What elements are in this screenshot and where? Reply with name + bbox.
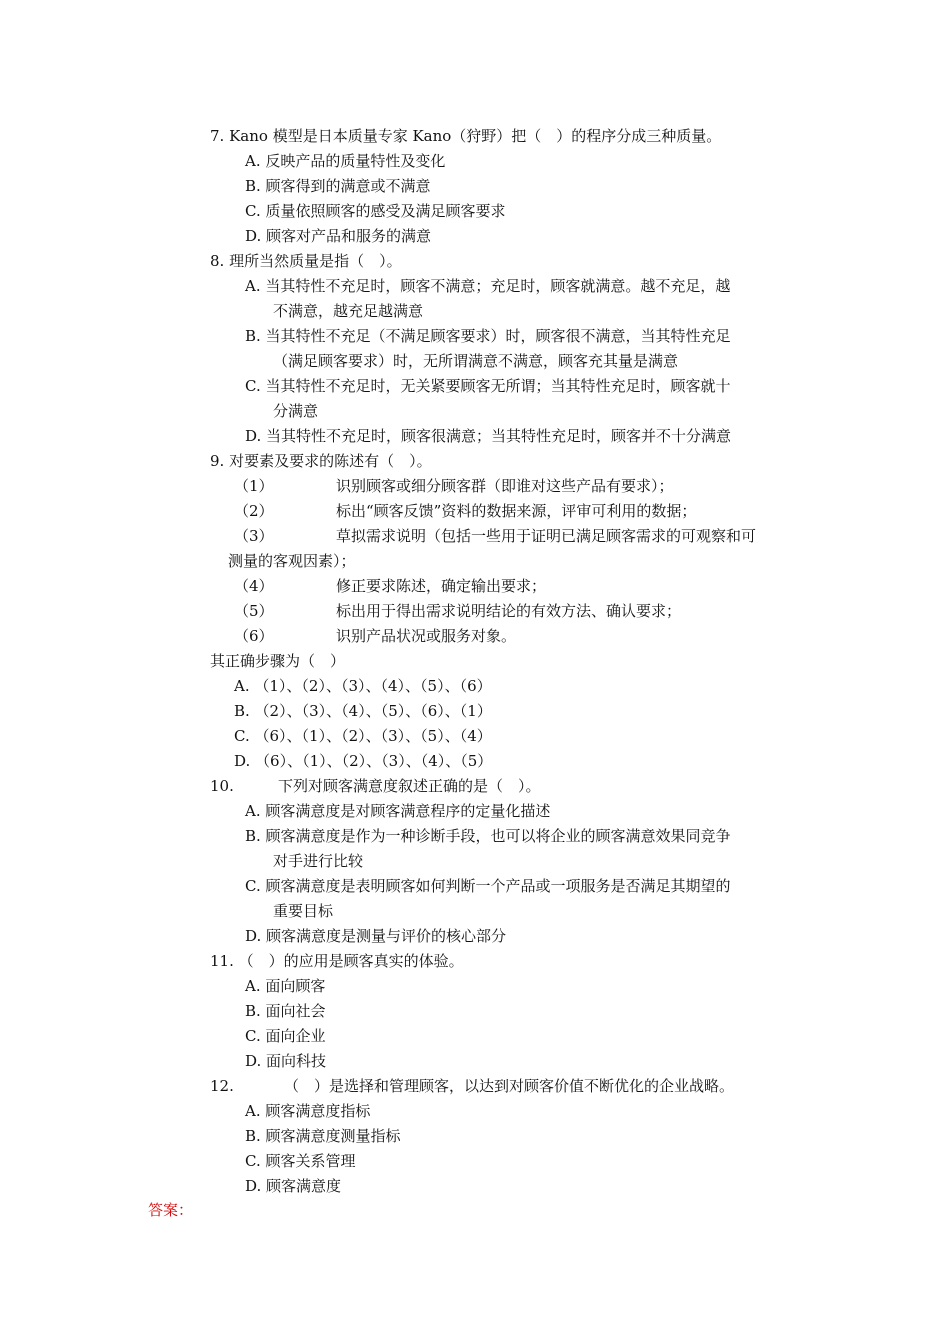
question-9-item-3-number: （3） xyxy=(234,527,274,545)
question-7-option-c: C. 质量依照顾客的感受及满足顾客要求 xyxy=(245,202,506,220)
question-9-item-4-number: （4） xyxy=(234,577,274,595)
question-8-option-a-cont: 不满意，越充足越满意 xyxy=(273,302,424,320)
question-7-option-a: A. 反映产品的质量特性及变化 xyxy=(245,152,446,170)
question-11-option-a: A. 面向顾客 xyxy=(245,977,326,995)
question-12-number: 12. xyxy=(210,1077,234,1095)
question-12-stem: （ ）是选择和管理顾客，以达到对顾客价值不断优化的企业战略。 xyxy=(284,1077,735,1095)
question-9-option-c: C. （6）、（1）、（2）、（3）、（5）、（4） xyxy=(234,727,492,745)
question-8-option-b: B. 当其特性不充足（不满足顾客要求）时，顾客很不满意，当其特性充足 xyxy=(245,327,731,345)
question-9-item-5-text: 标出用于得出需求说明结论的有效方法、确认要求； xyxy=(336,602,682,620)
question-11-stem: 11. （ ）的应用是顾客真实的体验。 xyxy=(210,952,464,970)
question-9-item-2-text: 标出“顾客反馈”资料的数据来源，评审可利用的数据； xyxy=(336,502,697,520)
question-8-option-c-cont: 分满意 xyxy=(273,402,319,420)
question-9-item-3-text: 草拟需求说明（包括一些用于证明已满足顾客需求的可观察和可 xyxy=(336,527,757,545)
question-9-option-b: B. （2）、（3）、（4）、（5）、（6）、（1） xyxy=(234,702,492,720)
question-11-option-b: B. 面向社会 xyxy=(245,1002,326,1020)
question-9-item-1-text: 识别顾客或细分顾客群（即谁对这些产品有要求）； xyxy=(336,477,674,495)
question-9-item-6-text: 识别产品状况或服务对象。 xyxy=(336,627,517,645)
question-9-option-a: A. （1）、（2）、（3）、（4）、（5）、（6） xyxy=(234,677,492,695)
question-8-option-d: D. 当其特性不充足时，顾客很满意；当其特性充足时，顾客并不十分满意 xyxy=(245,427,732,445)
question-9-item-1-number: （1） xyxy=(234,477,274,495)
question-8-stem: 8. 理所当然质量是指（ ）。 xyxy=(210,252,402,270)
question-7-stem: 7. Kano 模型是日本质量专家 Kano（狩野）把（ ）的程序分成三种质量。 xyxy=(210,127,722,145)
question-9-option-d: D. （6）、（1）、（2）、（3）、（4）、（5） xyxy=(234,752,493,770)
question-8-option-c: C. 当其特性不充足时，无关紧要顾客无所谓；当其特性充足时，顾客就十 xyxy=(245,377,731,395)
question-7-option-d: D. 顾客对产品和服务的满意 xyxy=(245,227,432,245)
question-11-option-d: D. 面向科技 xyxy=(245,1052,327,1070)
question-10-option-c-cont: 重要目标 xyxy=(273,902,334,920)
question-9-prompt: 其正确步骤为（ ） xyxy=(210,652,346,670)
question-8-option-b-cont: （满足顾客要求）时，无所谓满意不满意，顾客充其量是满意 xyxy=(273,352,679,370)
question-10-option-d: D. 顾客满意度是测量与评价的核心部分 xyxy=(245,927,507,945)
question-12-option-c: C. 顾客关系管理 xyxy=(245,1152,356,1170)
question-10-option-a: A. 顾客满意度是对顾客满意程序的定量化描述 xyxy=(245,802,551,820)
question-8-option-a: A. 当其特性不充足时，顾客不满意；充足时，顾客就满意。越不充足，越 xyxy=(245,277,731,295)
question-10-option-b: B. 顾客满意度是作为一种诊断手段，也可以将企业的顾客满意效果同竞争 xyxy=(245,827,731,845)
question-12-option-d: D. 顾客满意度 xyxy=(245,1177,342,1195)
question-12-option-b: B. 顾客满意度测量指标 xyxy=(245,1127,401,1145)
question-10-option-c: C. 顾客满意度是表明顾客如何判断一个产品或一项服务是否满足其期望的 xyxy=(245,877,731,895)
question-12-option-a: A. 顾客满意度指标 xyxy=(245,1102,371,1120)
question-9-item-5-number: （5） xyxy=(234,602,274,620)
question-9-item-2-number: （2） xyxy=(234,502,274,520)
question-10-stem: 下列对顾客满意度叙述正确的是（ ）。 xyxy=(278,777,541,795)
question-11-option-c: C. 面向企业 xyxy=(245,1027,326,1045)
question-10-option-b-cont: 对手进行比较 xyxy=(273,852,364,870)
question-9-item-4-text: 修正要求陈述，确定输出要求； xyxy=(336,577,547,595)
question-9-stem: 9. 对要素及要求的陈述有（ ）。 xyxy=(210,452,432,470)
question-9-item-3-cont: 测量的客观因素）； xyxy=(228,552,356,570)
question-7-option-b: B. 顾客得到的满意或不满意 xyxy=(245,177,431,195)
question-10-number: 10. xyxy=(210,777,234,795)
answer-label: 答案： xyxy=(148,1201,194,1219)
question-9-item-6-number: （6） xyxy=(234,627,274,645)
